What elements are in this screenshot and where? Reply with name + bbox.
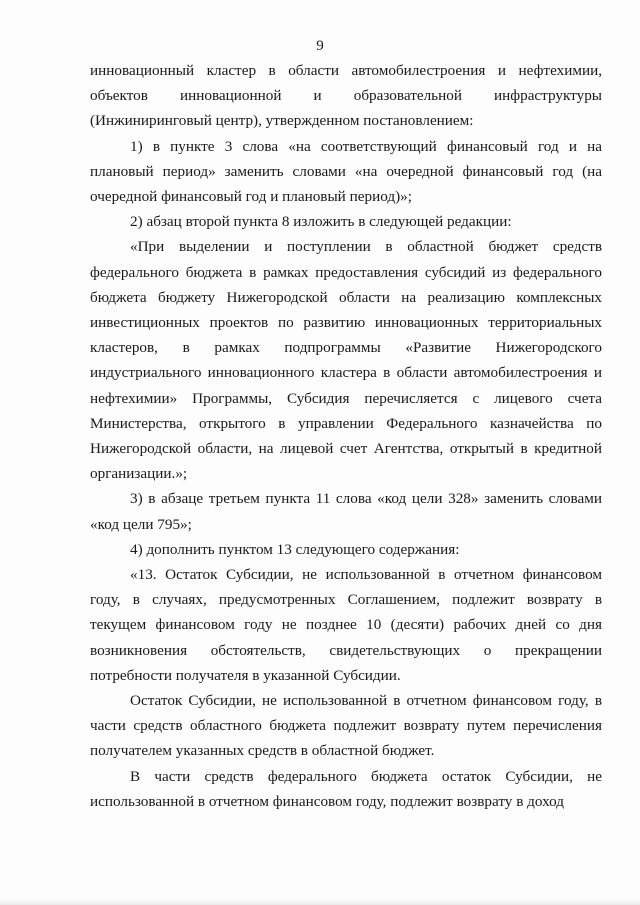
paragraph-quote-point-13: «13. Остаток Субсидии, не использованной в отчетном финансовом году, в случаях, предусмотренных Соглашением, подлежит возврату в текущем финансовом году не позднее 10 (десяти) рабочих дней со дня возникновения обстоятельств, свидетельствующих о прекращении потребности получателя в указанной Субсидии.	[90, 566, 602, 684]
page-bottom-edge	[0, 899, 640, 905]
paragraph-quote-point-8: «При выделении и поступлении в областной бюджет средств федерального бюджета в рамках предоставления субсидий из федерального бюджета бюджету Нижегородской области на реализацию комплексных инвестиционных проектов по развитию инновационных территориальных кластеров, в рамках подпрограммы «Развитие Нижегородского индустриального инновационного кластера в области автомобилестроения и нефтехимии» Программы, Субсидия перечисляется с лицевого счета Министерства, открытого в управлении Федерального казначейства по Нижегородской области, на лицевой счет Агентства, открытый в кредитной организации.»;	[90, 238, 602, 483]
paragraph-item-1: 1) в пункте 3 слова «на соответствующий финансовый год и на плановый период» заменить словами «на очередной финансовый год (на очередной финансовый год и плановый период)»;	[90, 137, 602, 206]
document-body	[90, 58, 602, 814]
paragraph-regional-budget: Остаток Субсидии, не использованной в отчетном финансовом году, в части средств областного бюджета подлежит возврату путем перечисления получателем указанных средств в областной бюджет.	[90, 692, 602, 760]
page-number: 9	[316, 38, 324, 54]
paragraph-federal-budget: В части средств федерального бюджета остаток Субсидии, не использованной в отчетном финансовом году, подлежит возврату в доход	[90, 767, 602, 810]
paragraph-item-2: 2) абзац второй пункта 8 изложить в следующей редакции:	[130, 213, 512, 231]
paragraph-continuation: инновационный кластер в области автомобилестроения и нефтехимии, объектов инновационной и образовательной инфраструктуры (Инжиниринговый центр), утвержденном постановлением:	[90, 62, 602, 130]
paragraph-item-4: 4) дополнить пунктом 13 следующего содержания:	[130, 540, 460, 558]
paragraph-item-3: 3) в абзаце третьем пункта 11 слова «код цели 328» заменить словами «код цели 795»;	[90, 490, 602, 533]
